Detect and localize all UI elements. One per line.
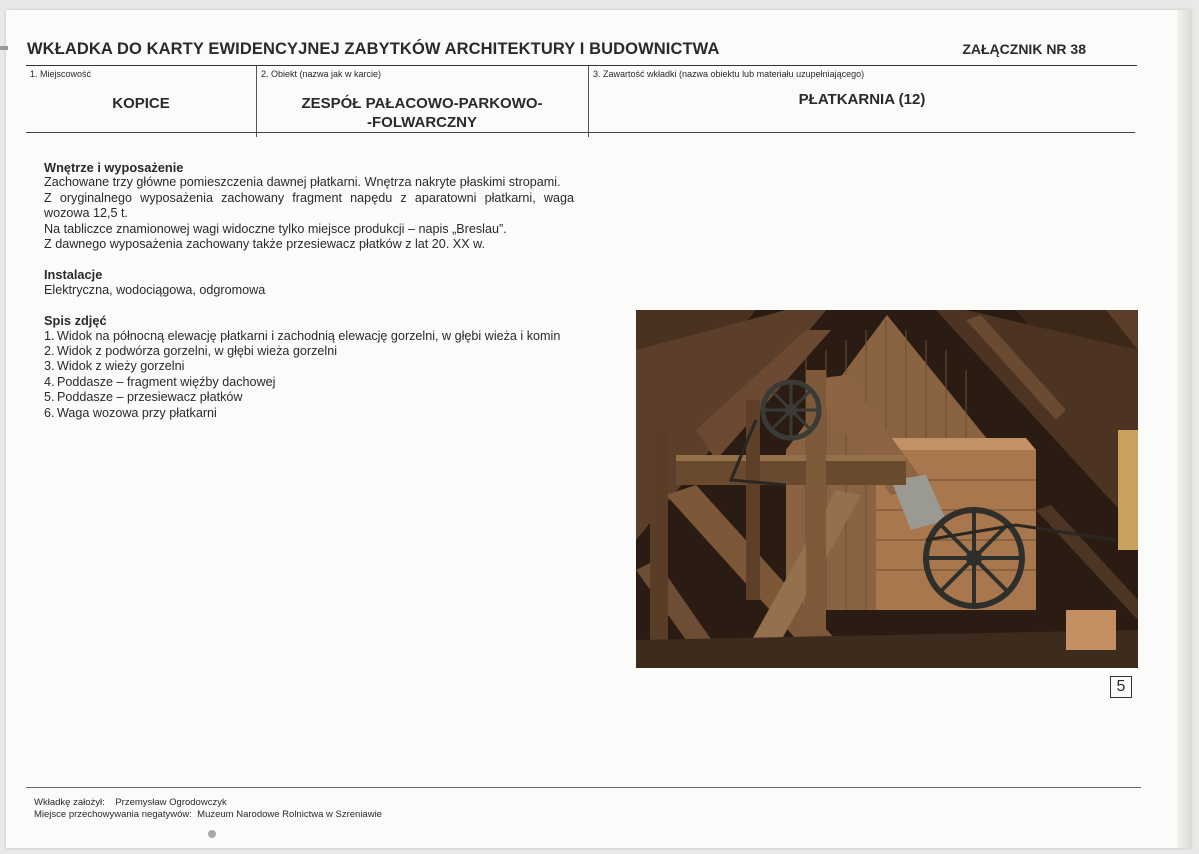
paper-edge: [1177, 10, 1191, 848]
list-item-number: 1.: [44, 328, 55, 343]
object-value-line1: ZESPÓŁ PAŁACOWO-PARKOWO-: [301, 95, 543, 112]
annex-number: ZAŁĄCZNIK NR 38: [962, 41, 1086, 57]
list-item-number: 3.: [44, 359, 55, 374]
footer-storage: [34, 809, 382, 820]
installations-section: [44, 267, 574, 298]
object-value-line2: -FOLWARCZNY: [367, 114, 477, 131]
page-number: 5: [1110, 676, 1132, 698]
list-item-text: Widok z wieży gorzelni: [57, 359, 185, 374]
contents-value: PŁATKARNIA (12): [798, 91, 926, 108]
interior-section: [44, 160, 574, 252]
object-value: [256, 94, 588, 132]
list-item: [44, 344, 574, 359]
photo-list: [44, 329, 574, 421]
footer-rule: [26, 787, 1141, 788]
interior-paragraph: Na tabliczce znamionowej wagi widoczne tylko miejsce produkcji – napis „Breslau”.: [44, 221, 507, 236]
document-title: WKŁADKA DO KARTY EWIDENCYJNEJ ZABYTKÓW ARCHITEKTURY I BUDOWNICTWA: [27, 40, 720, 58]
storage-label: Miejsce przechowywania negatywów:: [34, 809, 192, 820]
object-label: 2. Obiekt (nazwa jak w karcie): [261, 69, 382, 79]
installations-heading: Instalacje: [44, 267, 103, 283]
locality-value: KOPICE: [112, 95, 170, 112]
list-item-text: Poddasze – przesiewacz płatków: [57, 390, 243, 405]
list-item-text: Widok na północną elewację płatkarni i zachodnią elewację gorzelni, w głębi wieża i komin: [57, 328, 561, 343]
founder-label: Wkładkę założył:: [34, 797, 105, 808]
list-item-number: 5.: [44, 390, 55, 405]
list-item: [44, 390, 574, 405]
photo-list-heading: Spis zdjęć: [44, 313, 107, 329]
storage-place: Muzeum Narodowe Rolnictwa w Szreniawie: [197, 809, 382, 820]
document-sheet: [6, 10, 1191, 848]
list-item-text: Widok z podwórza gorzelni, w głębi wieża gorzelni: [57, 344, 337, 359]
fields-rule: [26, 132, 1135, 133]
list-item: [44, 329, 574, 344]
list-item: [44, 406, 574, 421]
contents-label: 3. Zawartość wkładki (nazwa obiektu lub materiału uzupełniającego): [593, 69, 865, 79]
photo-list-section: [44, 313, 574, 421]
interior-heading: Wnętrze i wyposażenie: [44, 160, 184, 175]
attic-sifter-photo: [636, 310, 1138, 668]
founder-name: Przemysław Ogrodowczyk: [115, 797, 227, 808]
list-item-number: 2.: [44, 344, 55, 359]
interior-paragraph: Z dawnego wyposażenia zachowany także przesiewacz płatków z lat 20. XX w.: [44, 237, 486, 252]
list-item-text: Poddasze – fragment więźby dachowej: [57, 374, 276, 389]
footer-founder: [34, 797, 227, 808]
list-item: [44, 359, 574, 374]
paper-mark: [208, 830, 216, 838]
locality-label: 1. Miejscowość: [30, 69, 92, 79]
list-item-text: Waga wozowa przy płatkarni: [57, 405, 217, 420]
interior-paragraph: Z oryginalnego wyposażenia zachowany fragment napędu z aparatowni płatkarni, waga wozowa 12,5 t.: [44, 190, 574, 221]
list-item: [44, 375, 574, 390]
list-item-number: 6.: [44, 405, 55, 420]
binder-mark: [0, 46, 8, 50]
list-item-number: 4.: [44, 374, 55, 389]
interior-paragraph: Zachowane trzy główne pomieszczenia dawnej płatkarni. Wnętrza nakryte płaskimi stropami.: [44, 175, 561, 190]
header-rule: [26, 65, 1137, 66]
description: [44, 160, 574, 436]
installations-text: Elektryczna, wodociągowa, odgromowa: [44, 282, 266, 297]
